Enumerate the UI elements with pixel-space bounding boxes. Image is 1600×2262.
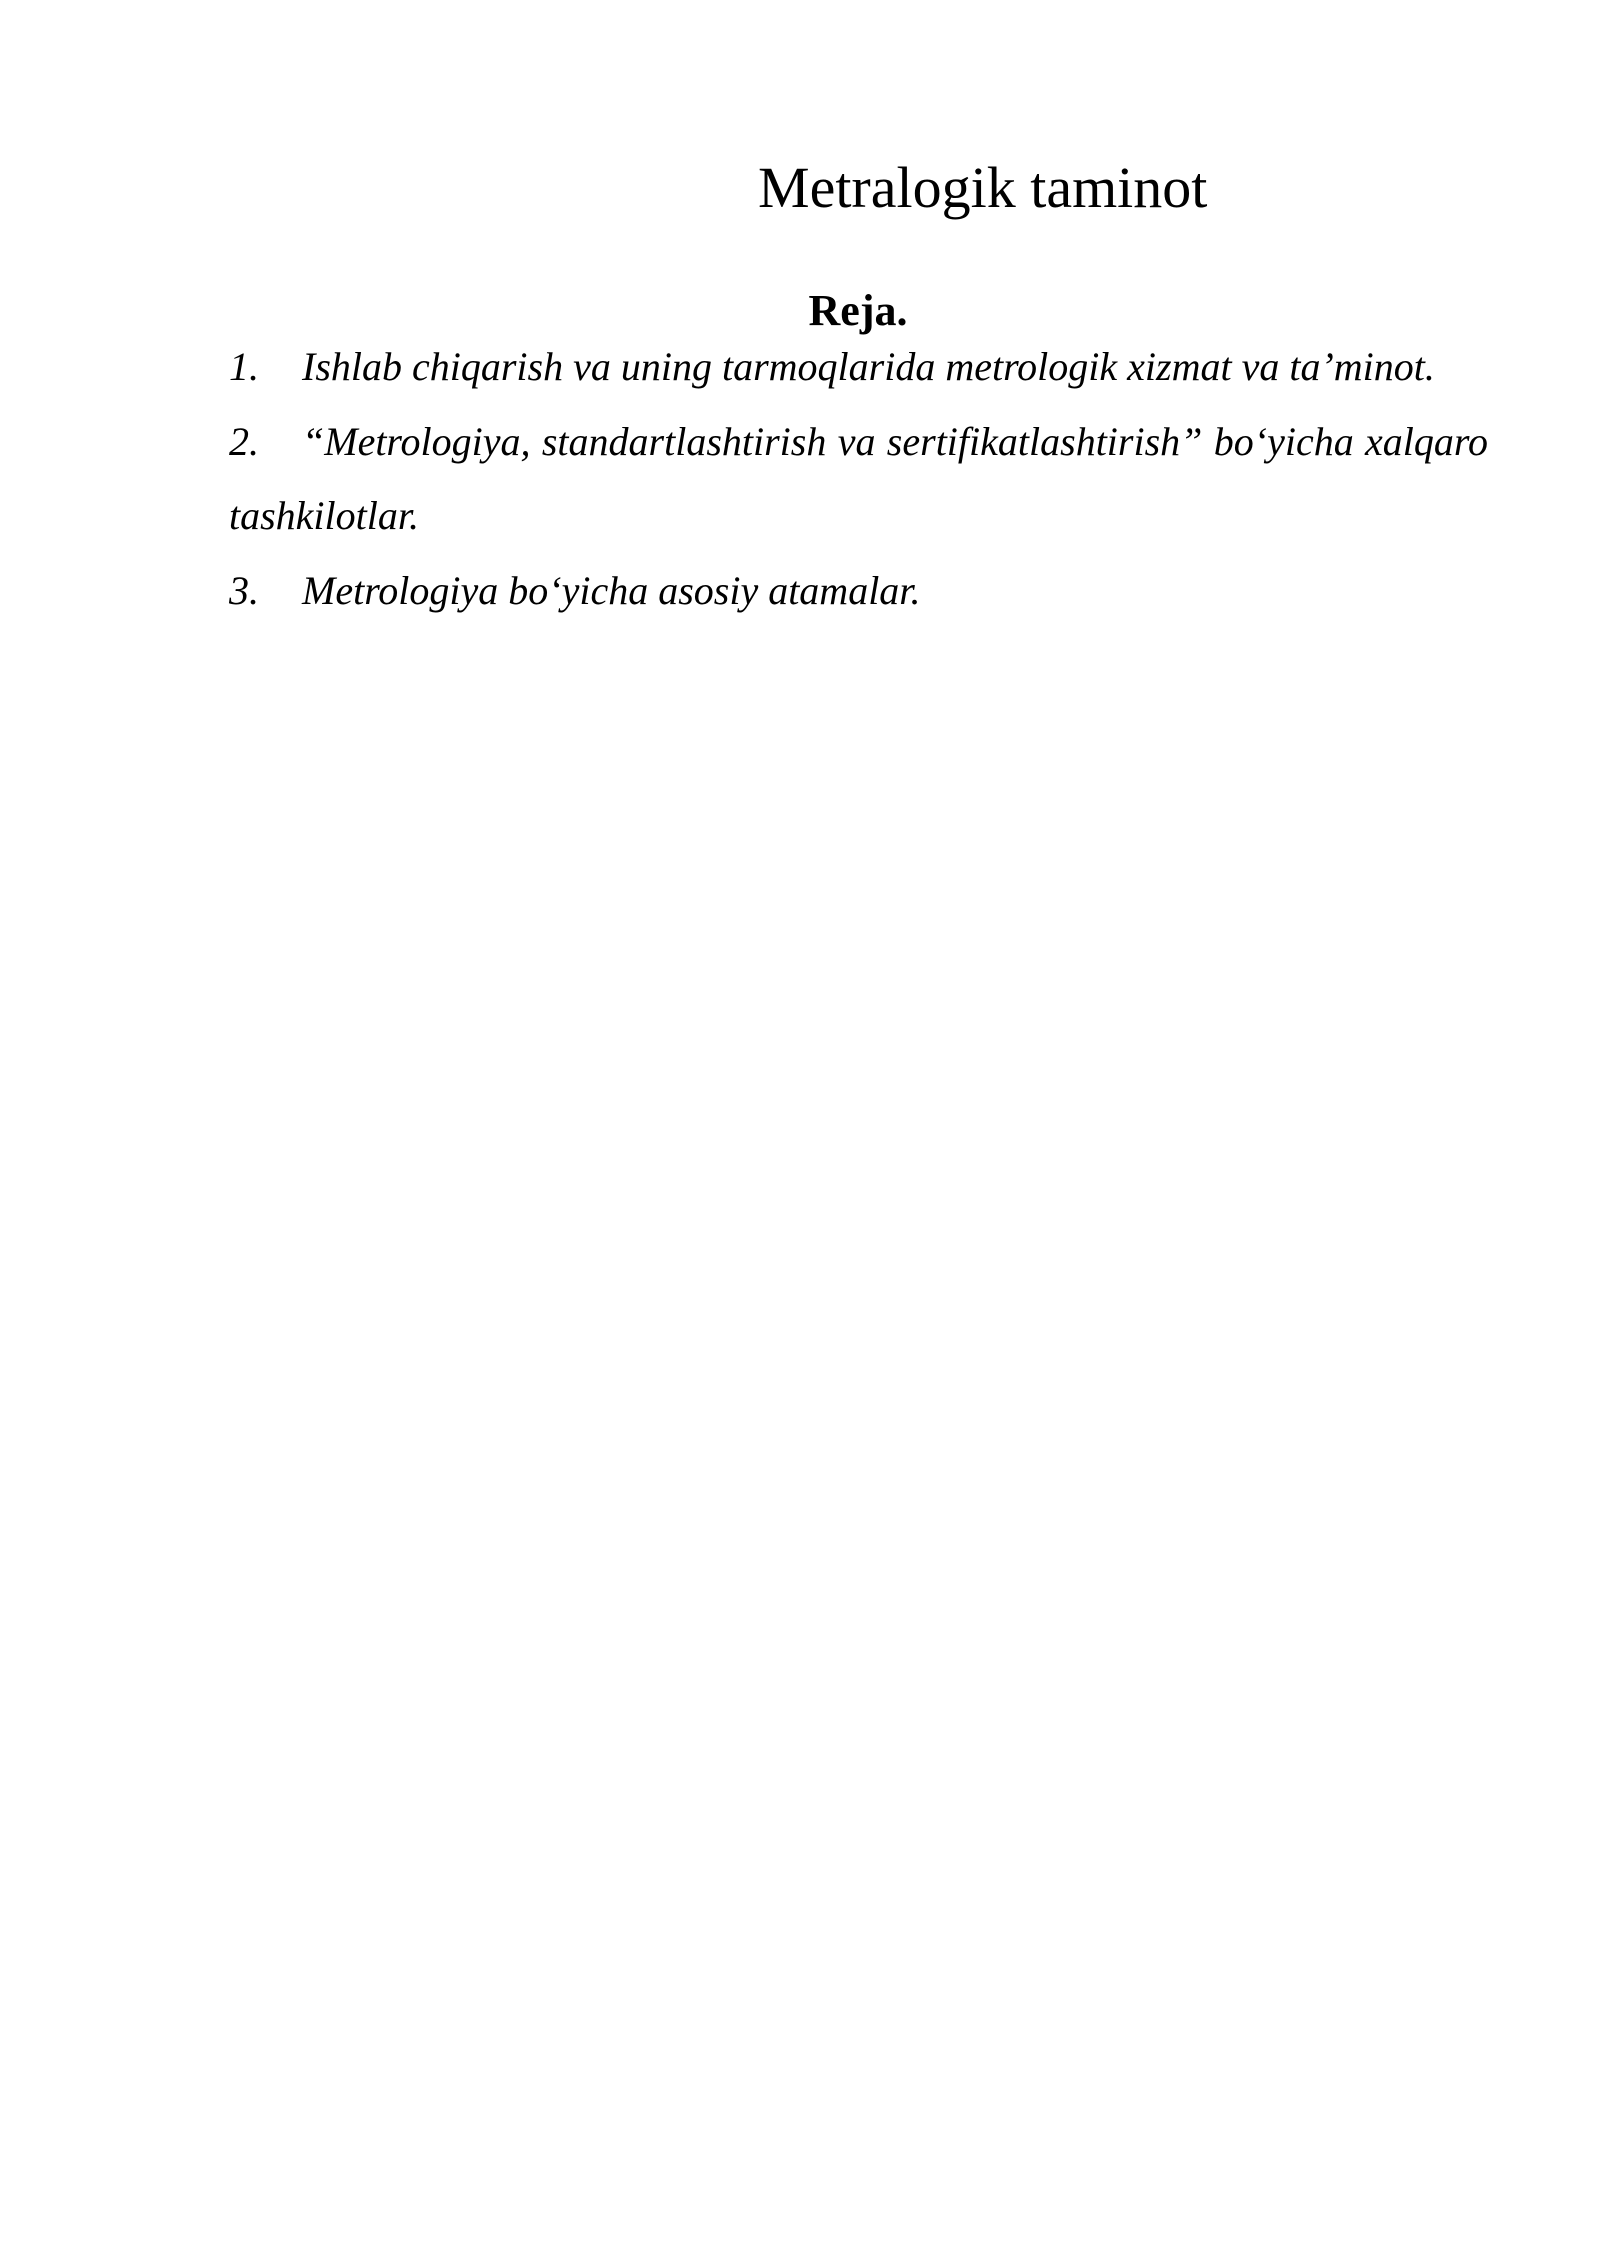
plan-item-text: Metrologiya bo‘yicha asosiy atamalar. (302, 567, 921, 613)
plan-item-number: 1. (229, 344, 259, 389)
plan-item-number: 3. (229, 567, 259, 613)
plan-item-text: Ishlab chiqarish va uning tarmoqlarida metrologik xizmat va ta’minot. (302, 344, 1435, 389)
document-title: Metralogik taminot (758, 155, 1208, 220)
plan-item (229, 330, 1488, 405)
plan-item (229, 554, 1488, 629)
plan-list (229, 330, 1488, 628)
plan-item-number: 2. (229, 418, 259, 464)
plan-item (229, 405, 1488, 554)
plan-heading: Reja. (808, 286, 908, 335)
plan-item-text: “Metrologiya, standartlashtirish va sertifikatlashtirish” bo‘yicha xalqaro tashkilotlar. (229, 418, 1488, 538)
